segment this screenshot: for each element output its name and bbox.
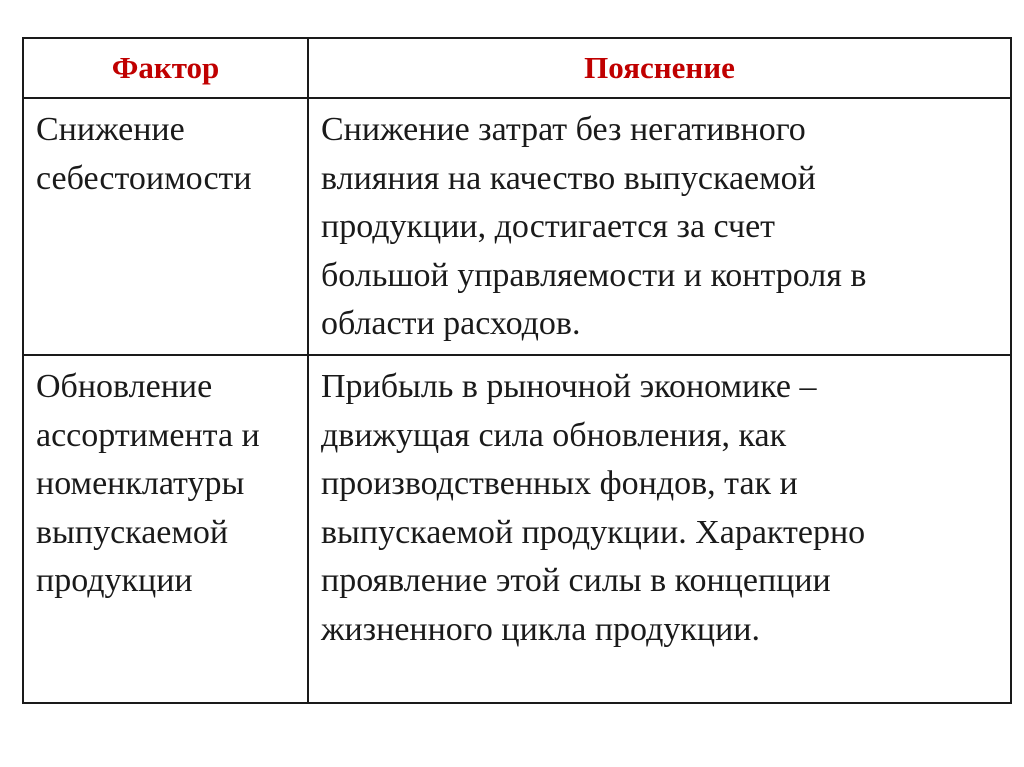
- factor-cell: [23, 355, 308, 703]
- explanation-text: Снижение затрат без негативного влияния на качество выпускаемой продукции, достигается за счет большой управляемости и контроля в области расходов.: [321, 111, 867, 342]
- header-explanation: Пояснение: [308, 38, 1011, 98]
- factor-text: Обновление ассортимента и номенклатуры выпускаемой продукции: [36, 368, 260, 599]
- table-row: [23, 98, 1011, 355]
- explanation-text: Прибыль в рыночной экономике – движущая сила обновления, как производственных фондов, так и выпускаемой продукции. Характерно проявление этой силы в концепции жизненного цикла продукции.: [321, 368, 866, 648]
- explanation-cell: [308, 355, 1011, 703]
- table-header-row: [23, 38, 1011, 98]
- factors-table: [22, 37, 1012, 704]
- explanation-cell: [308, 98, 1011, 355]
- factor-text: Снижение себестоимости: [36, 111, 252, 197]
- factor-cell: [23, 98, 308, 355]
- header-factor: Фактор: [23, 38, 308, 98]
- table-row: [23, 355, 1011, 703]
